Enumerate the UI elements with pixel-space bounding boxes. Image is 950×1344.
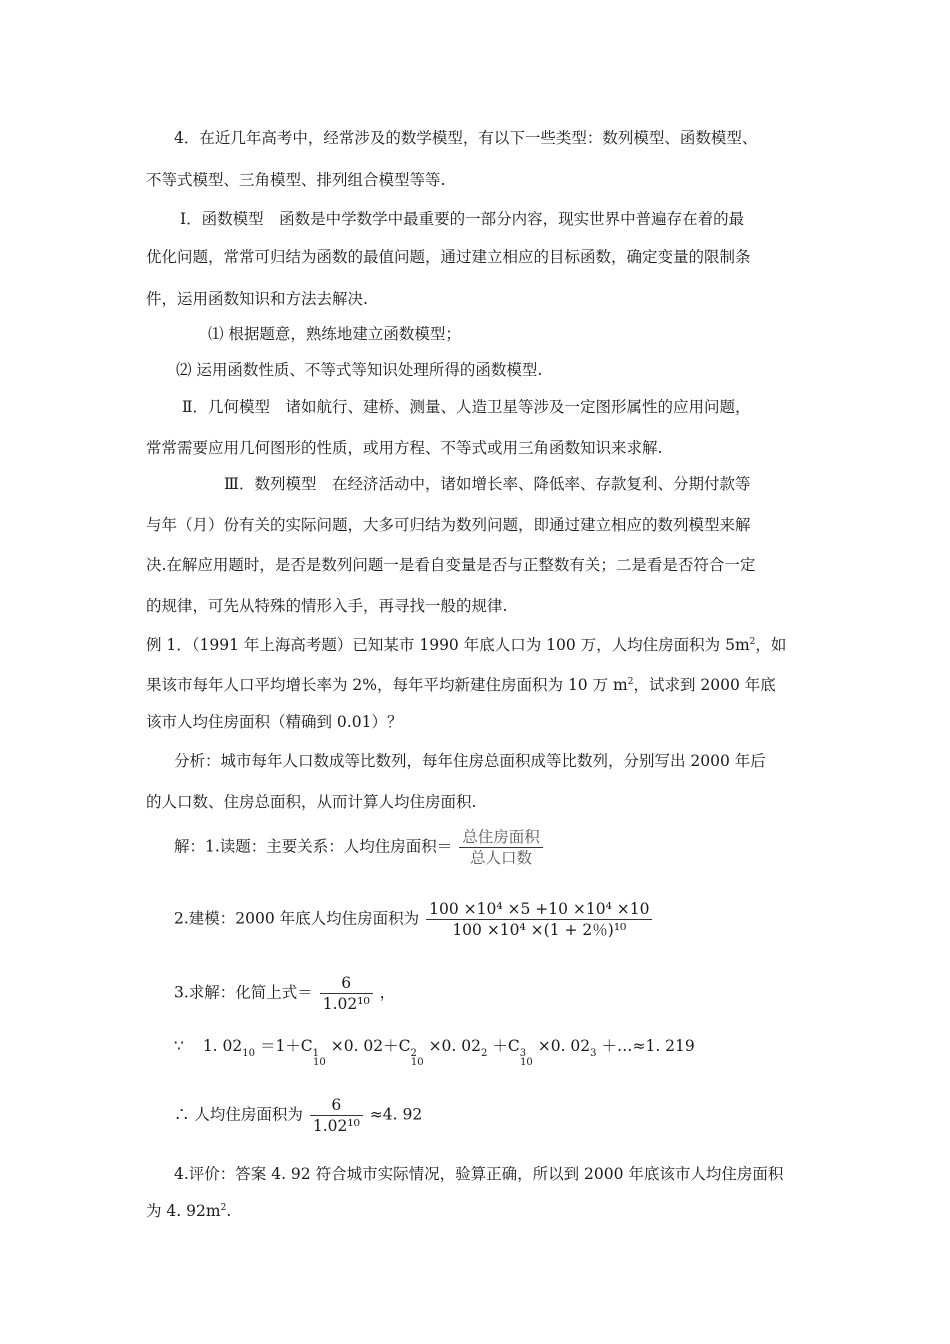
- fraction-result: [310, 1096, 363, 1135]
- solution-step1: [174, 828, 545, 867]
- fraction-avg-area: [459, 828, 543, 867]
- example1-text-b: 果该市每年人口平均增长率为 2%，每年平均新建住房面积为 10 万 m: [146, 676, 628, 695]
- example1-sup-a: 2: [749, 637, 756, 647]
- fraction-model: [426, 900, 652, 939]
- because-part2-idx: [312, 1037, 326, 1068]
- fraction-numerator: 100 ×10⁴ ×5 +10 ×10⁴ ×10: [429, 900, 650, 918]
- because-part1-sub: 10: [242, 1048, 255, 1059]
- because-part3-sub: 2: [410, 1048, 417, 1059]
- solution-step3-end: ，: [379, 983, 396, 1002]
- because-part2: ＝1＋C: [259, 1037, 313, 1055]
- because-part3: ×0. 02＋C: [330, 1037, 411, 1055]
- because-part6: ×0. 02: [537, 1037, 591, 1055]
- because-symbol: ∵: [174, 1037, 184, 1055]
- fraction-bar: [320, 993, 373, 994]
- solution-step3: [174, 974, 395, 1013]
- example1-sup-b: 2: [627, 677, 634, 687]
- because-part7: ＋…≈1. 219: [601, 1037, 695, 1055]
- function-model-step1: ⑴ 根据题意，熟练地建立函数模型；: [208, 325, 461, 343]
- function-model-step2: ⑵ 运用函数性质、不等式等知识处理所得的函数模型.: [176, 361, 543, 379]
- example1-line1: [146, 632, 786, 655]
- because-part2-below: 10: [313, 1057, 326, 1068]
- solution-step1-text: 解：1.读题：主要关系：人均住房面积＝: [174, 837, 453, 856]
- sequence-model-line4: 的规律，可先从特殊的情形入手，再寻找一般的规律.: [146, 597, 508, 615]
- example1-line2: [146, 672, 776, 695]
- because-part3-idx: [410, 1037, 424, 1068]
- evaluation-sup: 2: [220, 1203, 227, 1213]
- sequence-model-line3: 决.在解应用题时，是否是数列问题一是看自变量是否与正整数有关；二是看是否符合一定: [146, 556, 756, 574]
- geometry-model-line1: Ⅱ．几何模型 诸如航行、建桥、测量、人造卫星等涉及一定图形属性的应用问题，: [182, 398, 751, 416]
- fraction-denominator: 100 ×10⁴ ×(1 + 2％)¹⁰: [452, 921, 627, 939]
- fraction-numerator: 6: [341, 974, 352, 992]
- analysis-line1: 分析：城市每年人口数成等比数列，每年住房总面积成等比数列，分别写出 2000 年后: [174, 752, 766, 770]
- function-model-line1: Ⅰ．函数模型 函数是中学数学中最重要的一部分内容，现实世界中普遍存在着的最: [180, 210, 745, 228]
- because-part5: ＋C: [492, 1037, 520, 1055]
- fraction-bar: [459, 847, 543, 848]
- fraction-simplified: [320, 974, 373, 1013]
- because-part2-sub: 1: [312, 1048, 320, 1059]
- example1-text-a-end: ，如: [755, 636, 787, 655]
- evaluation-text: 为 4. 92m: [146, 1202, 221, 1221]
- solution-step2-text: 2.建模：2000 年底人均住房面积为: [174, 909, 420, 928]
- example1-line3: 该市人均住房面积（精确到 0.01）？: [146, 713, 403, 731]
- therefore-line: [174, 1096, 422, 1135]
- fraction-bar: [310, 1115, 363, 1116]
- para-intro-line1: 4．在近几年高考中，经常涉及的数学模型，有以下一些类型：数列模型、函数模型、: [174, 129, 758, 147]
- fraction-bar: [426, 919, 652, 920]
- because-line: [174, 1036, 695, 1068]
- because-part3-below: 10: [410, 1057, 424, 1068]
- geometry-model-line2: 常常需要应用几何图形的性质，或用方程、不等式或用三角函数知识来求解.: [146, 439, 663, 457]
- therefore-end: ≈4. 92: [369, 1105, 423, 1124]
- because-part4-sub: 2: [481, 1048, 488, 1059]
- analysis-line2: 的人口数、住房总面积，从而计算人均住房面积.: [146, 793, 477, 811]
- sequence-model-line1: Ⅲ．数列模型 在经济活动中，诸如增长率、降低率、存款复利、分期付款等: [224, 475, 751, 493]
- fraction-denominator: 总人口数: [469, 849, 532, 867]
- because-part6-sub: 3: [590, 1048, 597, 1059]
- evaluation-end: .: [226, 1202, 232, 1221]
- because-part5-below: 10: [520, 1057, 533, 1068]
- function-model-line3: 件，运用函数知识和方法去解决.: [146, 290, 368, 308]
- because-part5-sub: 3: [519, 1048, 527, 1059]
- evaluation-line1: 4.评价：答案 4. 92 符合城市实际情况，验算正确，所以到 2000 年底该市人均住房面积: [174, 1165, 784, 1183]
- example1-text-a: 例 1．（1991 年上海高考题）已知某市 1990 年底人口为 100 万，人均住房面积为 5m: [146, 636, 750, 655]
- function-model-line2: 优化问题，常常可归结为函数的最值问题，通过建立相应的目标函数，确定变量的限制条: [146, 248, 751, 266]
- para-intro-line2: 不等式模型、三角模型、排列组合模型等等.: [146, 171, 446, 189]
- fraction-denominator: 1.02¹⁰: [312, 1117, 360, 1135]
- therefore-text: ∴ 人均住房面积为: [174, 1105, 303, 1124]
- solution-step3-text: 3.求解：化简上式＝: [174, 983, 313, 1002]
- fraction-numerator: 6: [331, 1096, 342, 1114]
- because-part4: ×0. 02: [428, 1037, 481, 1055]
- solution-step2: [174, 900, 654, 939]
- fraction-denominator: 1.02¹⁰: [322, 995, 370, 1013]
- because-part5-idx: [519, 1037, 533, 1068]
- example1-text-b-end: ，试求到 2000 年底: [633, 676, 776, 695]
- evaluation-line2: [146, 1198, 231, 1221]
- because-part1: 1. 02: [202, 1037, 243, 1055]
- sequence-model-line2: 与年（月）份有关的实际问题，大多可归结为数列问题，即通过建立相应的数列模型来解: [146, 516, 751, 534]
- fraction-numerator: 总住房面积: [462, 828, 540, 846]
